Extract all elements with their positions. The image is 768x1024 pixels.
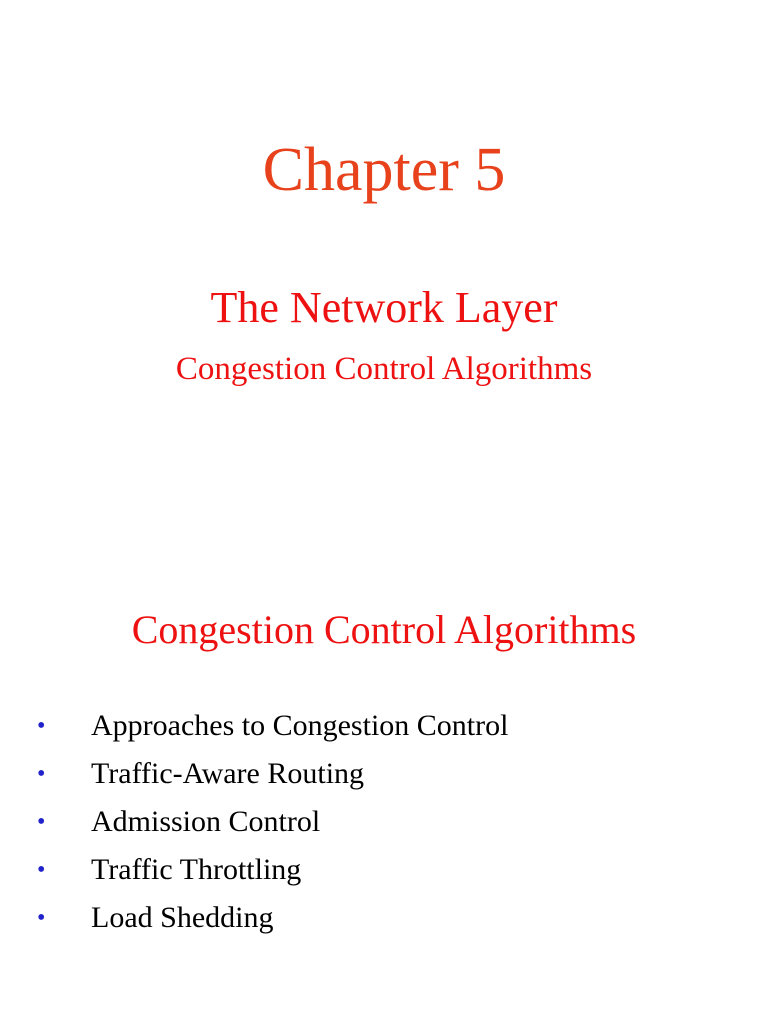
content-slide-title: Congestion Control Algorithms [131,607,637,652]
slide-sub-subtitle: Congestion Control Algorithms [175,351,593,387]
bullet-text: Load Shedding [91,901,274,934]
bullet-icon: • [37,857,46,883]
bullet-item [0,702,768,750]
bullet-item [0,798,768,846]
bullet-text: Traffic-Aware Routing [91,757,365,790]
bullet-item [0,894,768,942]
bullet-icon: • [37,761,46,787]
chapter-title: Chapter 5 [262,136,506,204]
bullet-item [0,750,768,798]
slide-subtitle: The Network Layer [210,283,558,332]
bullet-text: Approaches to Congestion Control [91,709,509,742]
bullet-text: Admission Control [91,805,321,838]
bullet-item [0,846,768,894]
bullet-icon: • [37,713,46,739]
bullet-icon: • [37,905,46,931]
content-slide [0,512,768,1024]
bullet-text: Traffic Throttling [91,853,302,886]
bullet-icon: • [37,809,46,835]
bullet-list [0,702,768,942]
